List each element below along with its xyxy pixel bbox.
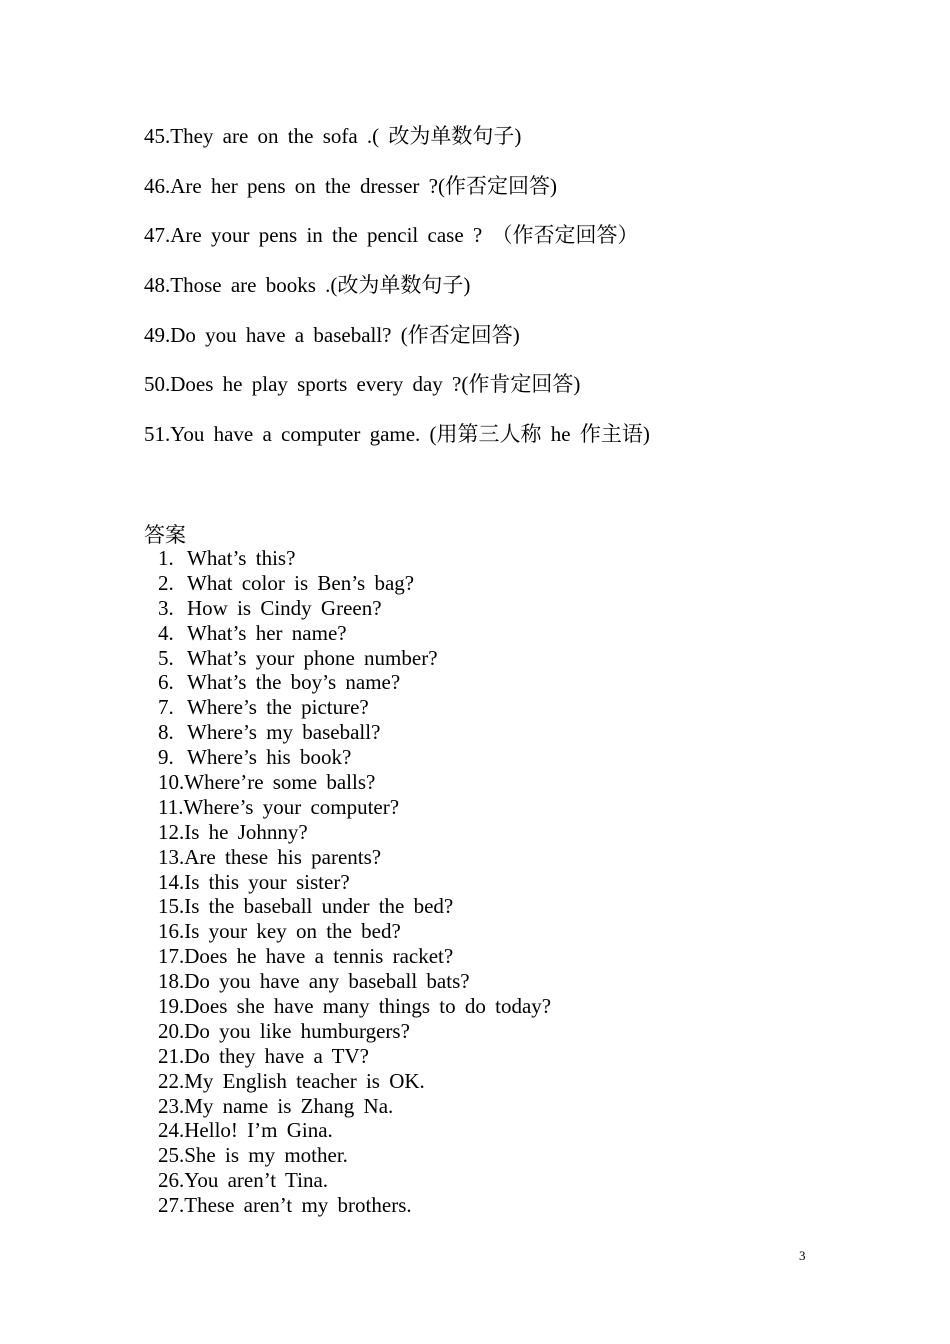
answer-number: 19. <box>158 994 185 1019</box>
answer-number: 14. <box>158 869 185 894</box>
answer-text: Hello! I’m Gina. <box>184 1118 333 1143</box>
answer-item <box>158 1193 551 1218</box>
answer-number: 9. <box>158 745 174 770</box>
answer-item <box>158 720 551 745</box>
answer-number: 22. <box>158 1068 185 1093</box>
answer-number: 10. <box>158 770 185 795</box>
answer-text: How is Cindy Green? <box>187 595 382 620</box>
answer-text: Where’s my baseball? <box>187 720 381 745</box>
answer-item <box>158 894 551 919</box>
answer-text: Does she have many things to do today? <box>184 994 552 1019</box>
answer-number: 8. <box>158 720 174 745</box>
answer-number: 2. <box>158 570 174 595</box>
answer-number: 11. <box>158 794 184 819</box>
question-item: 51.You have a computer game. (用第三人称 he 作主语) <box>144 422 650 447</box>
answer-number: 1. <box>158 546 174 570</box>
answer-number: 27. <box>158 1193 185 1218</box>
page-number: 3 <box>799 1248 806 1263</box>
question-item: 47.Are your pens in the pencil case ? （作否定回答） <box>144 223 639 248</box>
answer-number: 3. <box>158 595 174 620</box>
answer-item <box>158 571 551 596</box>
answer-number: 13. <box>158 844 185 869</box>
answer-item <box>158 646 551 671</box>
answer-text: Is your key on the bed? <box>184 919 401 944</box>
answer-text: Is this your sister? <box>184 869 350 894</box>
answer-text: She is my mother. <box>184 1143 348 1168</box>
answer-item <box>158 820 551 845</box>
question-list <box>144 121 844 469</box>
answers-heading: 答案 <box>144 523 186 547</box>
answer-item <box>158 1044 551 1069</box>
answer-item <box>158 1168 551 1193</box>
answer-number: 24. <box>158 1118 185 1143</box>
answer-item <box>158 1019 551 1044</box>
answer-text: What’s the boy’s name? <box>187 670 401 695</box>
answer-number: 5. <box>158 645 174 670</box>
answer-text: What’s her name? <box>187 620 347 645</box>
answer-text: Is he Johnny? <box>184 819 308 844</box>
answer-text: Do they have a TV? <box>184 1043 369 1068</box>
question-item: 50.Does he play sports every day ?(作肯定回答) <box>144 372 581 397</box>
answer-text: My name is Zhang Na. <box>184 1093 394 1118</box>
answer-item <box>158 1118 551 1143</box>
answer-number: 17. <box>158 944 185 969</box>
answer-text: You aren’t Tina. <box>184 1168 329 1193</box>
question-item: 49.Do you have a baseball? (作否定回答) <box>144 322 520 347</box>
answer-text: Where’s your computer? <box>183 794 400 819</box>
answer-item <box>158 845 551 870</box>
answer-item <box>158 1094 551 1119</box>
answer-number: 20. <box>158 1018 185 1043</box>
answer-text: Where’re some balls? <box>184 770 376 795</box>
question-item: 45.They are on the sofa .( 改为单数句子) <box>144 124 522 148</box>
answer-text: What’s this? <box>187 546 296 570</box>
question-item: 48.Those are books .(改为单数句子) <box>144 273 471 298</box>
answer-item <box>158 969 551 994</box>
answer-number: 12. <box>158 819 185 844</box>
answer-number: 25. <box>158 1143 185 1168</box>
answer-number: 26. <box>158 1168 185 1193</box>
answer-text: Does he have a tennis racket? <box>184 944 454 969</box>
answer-item <box>158 1069 551 1094</box>
answer-text: What color is Ben’s bag? <box>187 570 415 595</box>
answer-text: Is the baseball under the bed? <box>184 894 454 919</box>
answer-number: 23. <box>158 1093 185 1118</box>
answer-item <box>158 670 551 695</box>
answer-item <box>158 770 551 795</box>
answer-item <box>158 745 551 770</box>
answer-number: 4. <box>158 620 174 645</box>
answer-item <box>158 870 551 895</box>
answer-text: What’s your phone number? <box>187 645 438 670</box>
answer-text: Do you have any baseball bats? <box>184 969 470 994</box>
question-item: 46.Are her pens on the dresser ?(作否定回答) <box>144 173 557 198</box>
answer-number: 21. <box>158 1043 185 1068</box>
answer-text: My English teacher is OK. <box>184 1068 425 1093</box>
answer-item <box>158 596 551 621</box>
answer-item <box>158 695 551 720</box>
answer-item <box>158 994 551 1019</box>
answer-list <box>158 546 551 1218</box>
answer-item <box>158 944 551 969</box>
answer-number: 18. <box>158 969 185 994</box>
answer-text: Where’s the picture? <box>187 695 369 720</box>
answer-item <box>158 919 551 944</box>
answer-number: 16. <box>158 919 185 944</box>
answer-text: Where’s his book? <box>187 745 352 770</box>
answer-number: 7. <box>158 695 174 720</box>
answer-text: Do you like humburgers? <box>184 1018 410 1043</box>
answer-number: 6. <box>158 670 174 695</box>
answer-item <box>158 1143 551 1168</box>
answer-item <box>158 621 551 646</box>
answer-text: Are these his parents? <box>184 844 382 869</box>
answer-text: These aren’t my brothers. <box>184 1193 412 1218</box>
answer-item <box>158 546 551 571</box>
answer-number: 15. <box>158 894 185 919</box>
answer-item <box>158 795 551 820</box>
